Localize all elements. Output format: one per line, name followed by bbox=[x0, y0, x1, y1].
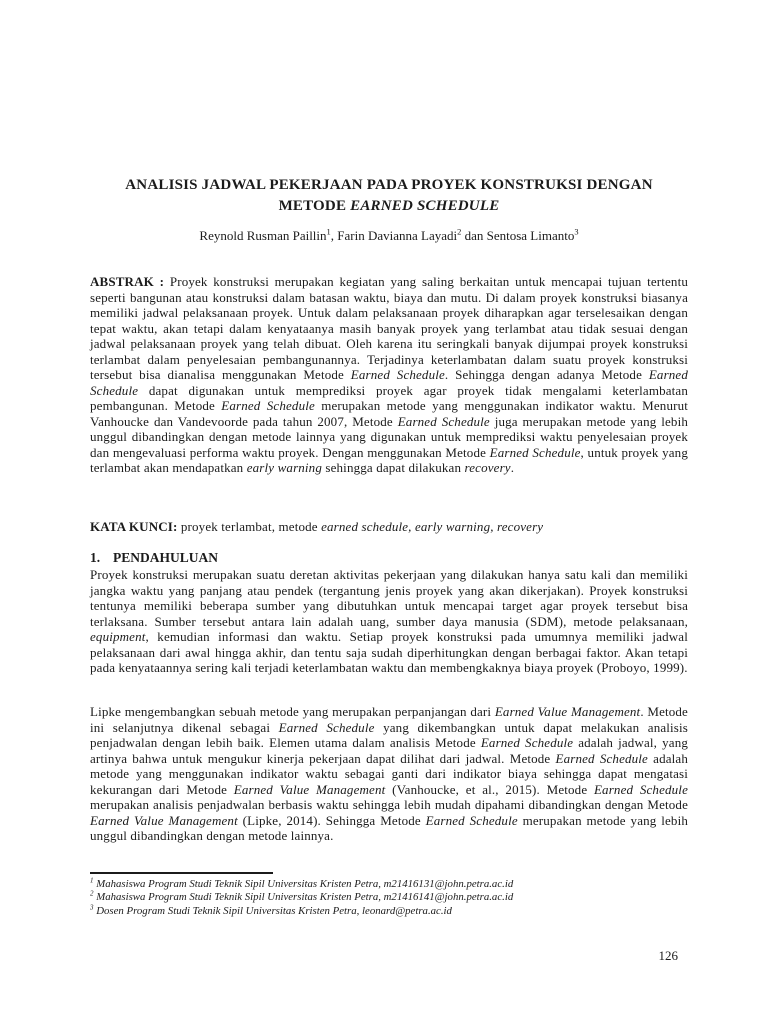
keywords-line: KATA KUNCI: proyek terlambat, metode earned schedule, early warning, recovery bbox=[90, 519, 544, 534]
authors-line: Reynold Rusman Paillin$^1$, Farin Davianna Layadi$^2$ dan Sentosa Limanto$^3$ bbox=[199, 226, 579, 243]
footnote-3: $^3$ Dosen Program Studi Teknik Sipil Universitas Kristen Petra, leonard@petra.ac.id bbox=[90, 903, 452, 917]
footnote-separator bbox=[90, 872, 273, 874]
paper-title-line-1: ANALISIS JADWAL PEKERJAAN PADA PROYEK KONSTRUKSI DENGAN bbox=[125, 177, 653, 193]
section-1-title: PENDAHULUAN bbox=[113, 550, 219, 565]
section-1-number: 1. bbox=[90, 550, 101, 565]
intro-paragraph-2: Lipke mengembangkan sebuah metode yang merupakan perpanjangan dari Earned Value Management. Metode ini selanjutnya dikenal sebagai Earned Schedule yang dikembangkan untuk dapat melakukan analisis penjadwalan dengan lebih baik. Elemen utama dalam analisis Metode Earned Schedule adalah jadwal, yang artinya bahwa untuk mengukur kinerja pekerjaan dapat dilihat dari jadwal. Metode Earned Schedule adalah metode yang menggunakan indikator waktu sebagai ganti dari indikator biaya sehingga dapat mengatasi kekurangan dari Metode Earned Value Management (Vanhoucke, et al., 2015). Metode Earned Schedule merupakan analisis penjadwalan berbasis waktu sehingga lebih mudah dipahami dibandingkan dengan Metode Earned Value Management (Lipke, 2014). Sehingga Metode Earned Schedule merupakan metode yang lebih unggul dibandingkan dengan metode lainnya. bbox=[90, 704, 688, 843]
paper-title bbox=[90, 175, 688, 217]
footnote-2: $^2$ Mahasiswa Program Studi Teknik Sipil Universitas Kristen Petra, m21416141@john.petra.ac.id bbox=[90, 889, 514, 904]
page-number: 126 bbox=[658, 948, 678, 963]
paper-title-line-2: METODE EARNED SCHEDULE bbox=[278, 198, 500, 214]
section-1-heading bbox=[90, 550, 688, 566]
footnote-1: $^1$ Mahasiswa Program Studi Teknik Sipil Universitas Kristen Petra, m21416131@john.petra.ac.id bbox=[90, 876, 514, 890]
intro-paragraph-1: Proyek konstruksi merupakan suatu deretan aktivitas pekerjaan yang dilakukan hanya satu kali dan memiliki jangka waktu yang panjang atau pendek (tergantung jenis proyek yang akan dikerjakan). Proyek konstruksi tentunya memiliki beberapa sumber yang dibutuhkan untuk mencapai target agar proyek tersebut bisa terlaksana. Sumber tersebut antara lain adalah uang, sumber daya manusia (SDM), metode pelaksanaan, equipment, kemudian informasi dan waktu. Setiap proyek konstruksi pada umumnya memiliki jadwal pelaksanaan dari awal hingga akhir, dan tentu saja sudah diperhitungkan dengan berbagai faktor. Akan tetapi pada kenyataannya sering kali terjadi keterlambatan waktu dan membengkaknya biaya proyek (Proboyo, 1999). bbox=[90, 567, 688, 675]
abstract-paragraph: ABSTRAK : Proyek konstruksi merupakan kegiatan yang saling berkaitan untuk mencapai tujuan tertentu seperti bangunan atau konstruksi dalam batasan waktu, biaya dan mutu. Di dalam proyek konstruksi biasanya memiliki jadwal pelaksanaan proyek. Untuk dalam pelaksanaan proyek diharapkan agar terselesaikan dengan tepat waktu, akan tetapi dalam kenyataanya masih banyak proyek yang terlambat atau tidak sesuai dengan jadwal pelaksanaan proyek yang telah dibuat. Oleh karena itu seringkali banyak dijumpai proyek konstruksi terlambat dalam penyelesaian pembangunannya. Terjadinya keterlambatan dalam suatu proyek konstruksi tersebut bisa dianalisa menggunakan Metode Earned Schedule. Sehingga dengan adanya Metode Earned Schedule dapat digunakan untuk memprediksi proyek agar proyek tidak mengalami keterlambatan pembangunan. Metode Earned Schedule merupakan metode yang menggunakan indikator waktu. Menurut Vanhoucke dan Vandevoorde pada tahun 2007, Metode Earned Schedule juga merupakan metode yang lebih unggul dibandingkan dengan metode lainnya yang digunakan untuk memprediksi waktu penyelesaian proyek dan mengevaluasi performa waktu proyek. Dengan menggunakan Metode Earned Schedule, untuk proyek yang terlambat akan mendapatkan early warning sehingga dapat dilakukan recovery. bbox=[90, 274, 688, 475]
footnotes bbox=[90, 878, 688, 918]
